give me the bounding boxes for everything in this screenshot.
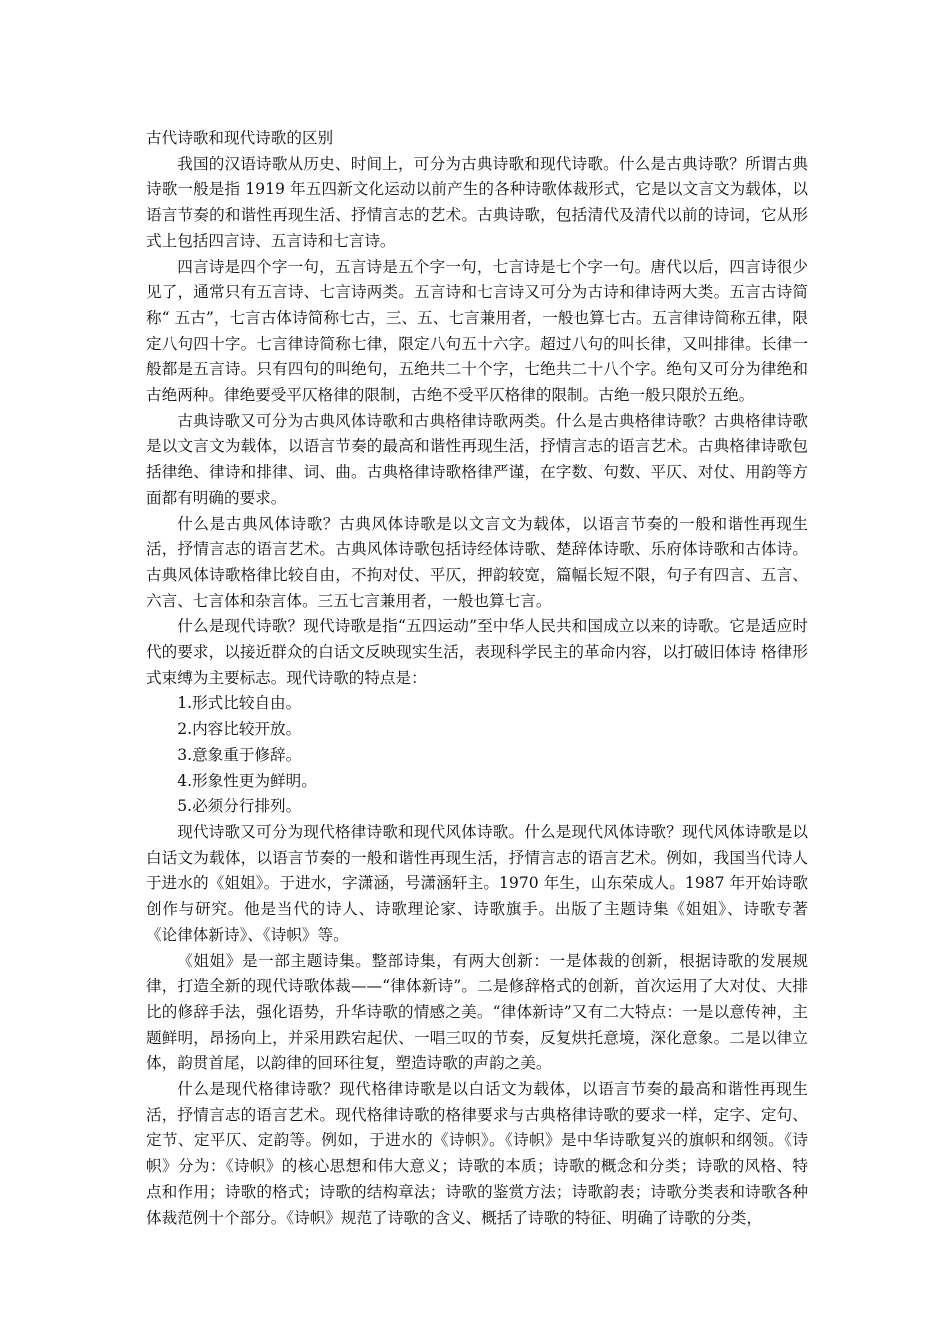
list-item: 4.形象性更为鲜明。	[177, 771, 317, 790]
document-title: 古代诗歌和现代诗歌的区别	[146, 129, 334, 147]
paragraph-modern-metrical: 什么是现代格律诗歌？现代格律诗歌是以白话文为载体，以语言节奏的最高和谐性再现生活，抒情言志的语言艺术。现代格律诗歌的格律要求与古典格律诗歌的要求一样，定字、定句、定节、定平仄、定韵等。例如，于进水的《诗帜》。《诗帜》是中华诗歌复兴的旗帜和纲领。《诗帜》分为：《诗帜》的核心思想和伟大意义；诗歌的本质；诗歌的概念和分类；诗歌的风格、特点和作用；诗歌的格式；诗歌的结构章法；诗歌的鉴赏方法；诗歌韵表；诗歌分类表和诗歌各种体裁范例十个部分。《诗帜》规范了诗歌的含义、概括了诗歌的特征、明确了诗歌的分类，	[146, 1080, 808, 1227]
paragraph-modern-poetry: 什么是现代诗歌？现代诗歌是指“五四运动”至中华人民共和国成立以来的诗歌。它是适应时代的要求，以接近群众的白话文反映现实生活，表现科学民主的革命内容，以打破旧体诗 格律形式束缚为主要标志。现代诗歌的特点是：	[146, 617, 808, 687]
modern-features-list	[146, 691, 808, 820]
document-page	[146, 126, 808, 1231]
list-item: 5.必须分行排列。	[177, 797, 302, 816]
list-item: 2.内容比较开放。	[177, 720, 302, 739]
paragraph-modern-free: 现代诗歌又可分为现代格律诗歌和现代风体诗歌。什么是现代风体诗歌？现代风体诗歌是以白话文为载体，以语言节奏的一般和谐性再现生活，抒情言志的语言艺术。例如，我国当代诗人于进水的《姐姐》。于进水，字潇涵，号潇涵轩主。1970 年生，山东荣成人。1987 年开始诗歌创作与研究。他是当代的诗人、诗歌理论家、诗歌旗手。出版了主题诗集《姐姐》、诗歌专著《论律体新诗》、《诗帜》等。	[146, 822, 808, 944]
paragraph-intro: 我国的汉语诗歌从历史、时间上，可分为古典诗歌和现代诗歌。什么是古典诗歌？所谓古典诗歌一般是指 1919 年五四新文化运动以前产生的各种诗歌体裁形式，它是以文言文为载体，以语言节奏的和谐性再现生活、抒情言志的艺术。古典诗歌，包括清代及清代以前的诗词，它从形式上包括四言诗、五言诗和七言诗。	[146, 154, 808, 250]
list-item: 3.意象重于修辞。	[177, 745, 302, 764]
list-item: 1.形式比较自由。	[177, 694, 302, 713]
paragraph-verse-forms: 四言诗是四个字一句，五言诗是五个字一句，七言诗是七个字一句。唐代以后，四言诗很少见了，通常只有五言诗、七言诗两类。五言诗和七言诗又可分为古诗和律诗两大类。五言古诗简称“ 五古”，七言古体诗简称七古，三、五、七言兼用者，一般也算七古。五言律诗简称五律，限定八句四十字。七言律诗简称七律，限定八句五十六字。超过八句的叫长律，又叫排律。长律一般都是五言诗。只有四句的叫绝句，五绝共二十个字，七绝共二十八个字。绝句又可分为律绝和古绝两种。律绝要受平仄格律的限制，古绝不受平仄格律的限制。古绝一般只限於五绝。	[146, 257, 808, 405]
paragraph-jiejie-collection: 《姐姐》是一部主题诗集。整部诗集，有两大创新：一是体裁的创新，根据诗歌的发展规律，打造全新的现代诗歌体裁——“律体新诗”。二是修辞格式的创新，首次运用了大对仗、大排比的修辞手法，强化语势，升华诗歌的情感之美。“律体新诗”又有二大特点：一是以意传神，主题鲜明，昂扬向上，并采用跌宕起伏、一唱三叹的节奏，反复烘托意境，深化意象。二是以律立体，韵贯首尾，以韵律的回环往复，塑造诗歌的声韵之美。	[146, 951, 808, 1073]
paragraph-classical-free: 什么是古典风体诗歌？古典风体诗歌是以文言文为载体，以语言节奏的一般和谐性再现生活，抒情言志的语言艺术。古典风体诗歌包括诗经体诗歌、楚辞体诗歌、乐府体诗歌和古体诗。古典风体诗歌格律比较自由，不拘对仗、平仄，押韵较宽，篇幅长短不限，句子有四言、五言、六言、七言体和杂言体。三五七言兼用者，一般也算七言。	[146, 514, 808, 610]
paragraph-classical-metrical: 古典诗歌又可分为古典风体诗歌和古典格律诗歌两类。什么是古典格律诗歌？古典格律诗歌是以文言文为载体，以语言节奏的最高和谐性再现生活，抒情言志的语言艺术。古典格律诗歌包括律绝、律诗和排律、词、曲。古典格律诗歌格律严谨，在字数、句数、平仄、对仗、用韵等方面都有明确的要求。	[146, 411, 808, 507]
